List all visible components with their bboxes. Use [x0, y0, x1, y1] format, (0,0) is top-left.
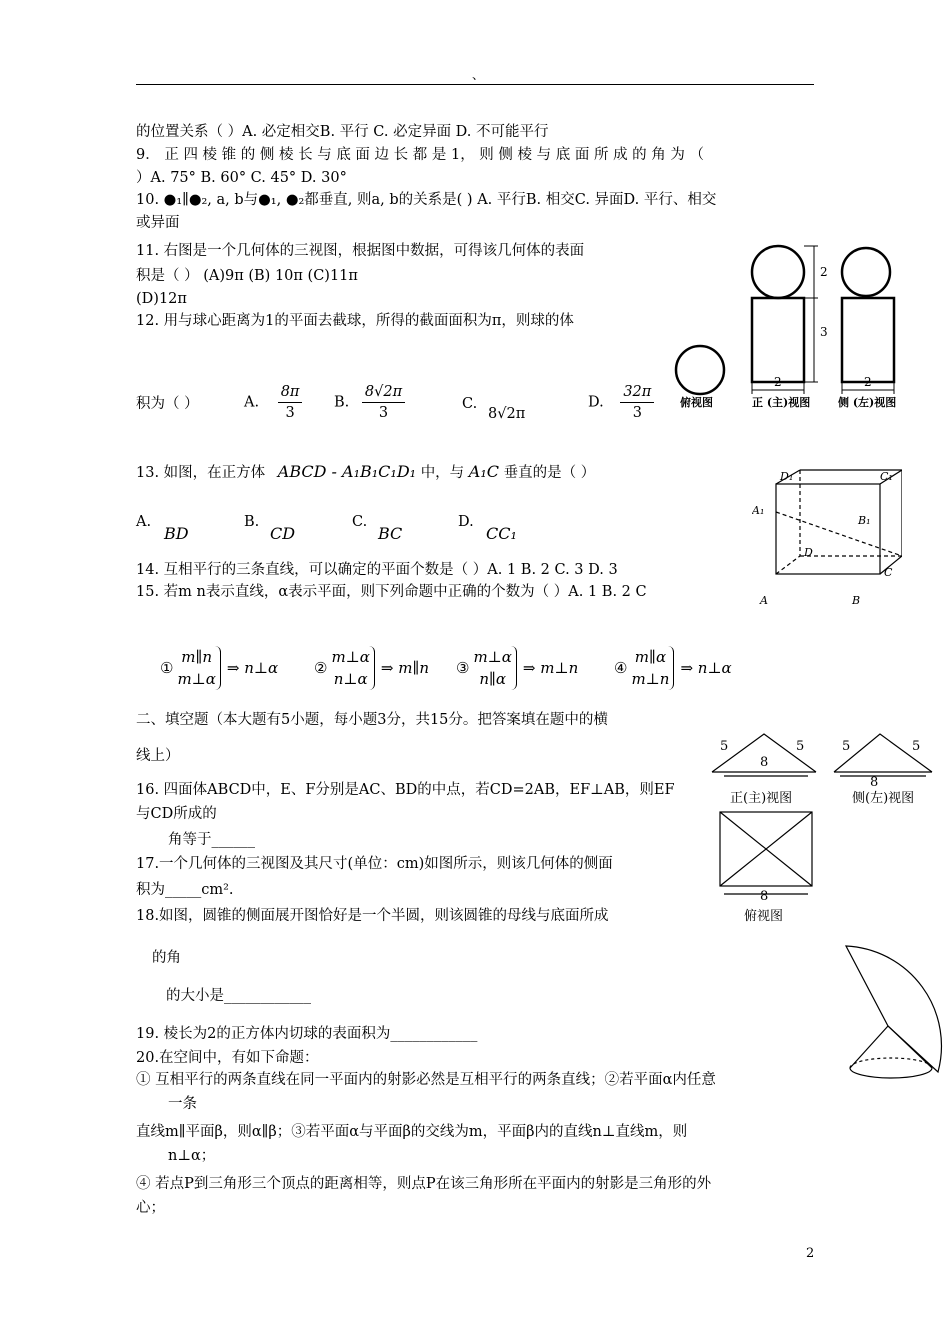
pyramid-front-base: 8 [760, 755, 769, 770]
pyramid-side-base: 8 [870, 775, 879, 790]
dim-cylinder-height: 3 [820, 325, 828, 339]
line-q20-p4-cont: 心； [136, 1200, 165, 1216]
line-q17-blank: 积为_____cm². [136, 882, 234, 898]
q13-option-c-label: C. [352, 514, 368, 530]
vertex-a: A [760, 594, 768, 607]
label-front-view-q17: 正(主)视图 [730, 791, 793, 806]
label-front-view: 正 (主)视图 [752, 396, 811, 409]
header-rule [136, 84, 814, 85]
line-q20-p1-cont: 一条 [168, 1096, 197, 1112]
side-view-sphere [842, 248, 890, 296]
line-q17: 17.一个几何体的三视图及其尺寸(单位：cm)如图所示，则该几何体的侧面 [136, 856, 613, 872]
line-q8-options: 的位置关系（ ）A. 必定相交B. 平行 C. 必定异面 D. 不可能平行 [136, 124, 549, 140]
vertex-c: C [884, 566, 893, 579]
line-q11-option-d: (D)12π [136, 291, 187, 307]
label-side-view: 侧 (左)视图 [838, 396, 897, 409]
dim-front-width: 2 [774, 375, 782, 389]
three-view-figure-q11 [668, 236, 908, 426]
q12-option-c-expr: 8√2π [488, 406, 526, 422]
q12-option-d: D. $\frac{32\pi}{3}$ [588, 382, 654, 423]
label-top-view: 俯视图 [680, 396, 713, 409]
front-view-cylinder [752, 298, 804, 382]
pyramid-top-base: 8 [760, 889, 769, 904]
front-view-sphere [752, 246, 804, 298]
q15-proposition: ③ m⊥α n∥α ⇒ m⊥n [456, 648, 579, 688]
line-q20-p1: ① 互相平行的两条直线在同一平面内的射影必然是互相平行的两条直线；②若平面α内任意 [136, 1072, 716, 1088]
dim-sphere-height: 2 [820, 265, 828, 279]
dim-side-width: 2 [864, 375, 872, 389]
pyramid-front-slant-left: 5 [720, 739, 729, 754]
line-q11: 11. 右图是一个几何体的三视图，根据图中数据，可得该几何体的表面 [136, 243, 585, 259]
q15-proposition: ② m⊥α n⊥α ⇒ m∥n [314, 648, 430, 688]
q15-proposition: ④ m∥α m⊥n ⇒ n⊥α [614, 648, 732, 688]
pyramid-side-slant-right: 5 [912, 739, 921, 754]
vertex-c1: C₁ [880, 470, 893, 483]
line-q16-cont: 与CD所成的 [136, 806, 217, 822]
header-mark: 、 [472, 68, 485, 82]
side-view-cylinder [842, 298, 894, 382]
vertex-d1: D₁ [780, 470, 794, 483]
cube-figure-q13 [752, 464, 902, 614]
q12-option-a: A. $\frac{8\pi}{3}$ [244, 382, 302, 423]
q13-option-a-label: A. [136, 514, 152, 530]
line-q16-blank: 角等于______ [168, 832, 255, 848]
pyramid-side-slant-left: 5 [842, 739, 851, 754]
line-q10-end: 或异面 [136, 215, 180, 231]
q13-option-a: BD [164, 524, 189, 543]
line-q18-blank: 的大小是____________ [166, 988, 311, 1004]
label-side-view-q17: 侧(左)视图 [852, 791, 915, 806]
line-q18: 18.如图，圆锥的侧面展开图恰好是一个半圆，则该圆锥的母线与底面所成 [136, 908, 609, 924]
q13-option-c: BC [378, 524, 403, 543]
page-number: 2 [806, 1246, 815, 1261]
pyramid-front-slant-right: 5 [796, 739, 805, 754]
q12-option-c-label: C. [462, 396, 478, 412]
q15-proposition: ① m∥n m⊥α ⇒ n⊥α [160, 648, 279, 688]
line-section2-end: 线上） [136, 748, 180, 764]
line-q11-options: 积是（ ） (A)9π (B) 10π (C)11π [136, 268, 358, 284]
line-q20-p4: ④ 若点P到三角形三个顶点的距离相等，则点P在该三角形所在平面内的射影是三角形的外 [136, 1176, 712, 1192]
vertex-a1: A₁ [752, 504, 765, 517]
vertex-b1: B₁ [858, 514, 871, 527]
line-q9: 9． 正 四 棱 锥 的 侧 棱 长 与 底 面 边 长 都 是 1， 则 侧 棱 与 底 面 所 成 的 角 为 （ [136, 147, 705, 163]
line-q12-label: 积为（ ） [136, 396, 199, 412]
vertex-d: D [804, 546, 813, 559]
cone-figure-q18 [840, 936, 950, 1086]
line-q20-p3-cont: n⊥α； [168, 1148, 216, 1164]
line-q18-cont: 的角 [152, 950, 181, 966]
line-q20-p3: 直线m∥平面β，则α∥β；③若平面α与平面β的交线为m，平面β内的直线n⊥直线m，则 [136, 1124, 688, 1140]
line-q15: 15. 若m n表示直线，α表示平面，则下列命题中正确的个数为（ ）A. 1 B. 2 C [136, 584, 647, 600]
q13-option-b: CD [270, 524, 296, 543]
line-section2: 二、填空题（本大题有5小题，每小题3分，共15分。把答案填在题中的横 [136, 712, 608, 728]
q12-option-b: B. $\frac{8√2\pi}{3}$ [334, 382, 405, 423]
line-q14: 14. 互相平行的三条直线，可以确定的平面个数是（ ）A. 1 B. 2 C. 3 D. 3 [136, 562, 618, 578]
line-q20: 20.在空间中，有如下命题： [136, 1050, 319, 1066]
line-q13: 13. 如图，在正方体 ABCD - A₁B₁C₁D₁ 中，与 A₁C 垂直的是（ ） [136, 462, 596, 481]
three-view-figure-q17 [704, 726, 946, 932]
q13-option-d-label: D. [458, 514, 474, 530]
q13-option-d: CC₁ [486, 524, 517, 543]
line-q16: 16. 四面体ABCD中，E、F分别是AC、BD的中点，若CD=2AB，EF⊥AB，则EF [136, 782, 675, 798]
line-q12: 12. 用与球心距离为1的平面去截球，所得的截面面积为π，则球的体 [136, 313, 574, 329]
top-view-circle [676, 346, 724, 394]
line-q9-options: ）A. 75° B. 60° C. 45° D. 30° [136, 170, 347, 186]
line-q19: 19. 棱长为2的正方体内切球的表面积为____________ [136, 1026, 478, 1042]
vertex-b: B [852, 594, 861, 607]
label-top-view-q17: 俯视图 [744, 909, 784, 924]
q13-option-b-label: B. [244, 514, 260, 530]
line-q10: 10. ●₁∥●₂, a, b与●₁, ●₂都垂直, 则a, b的关系是( ) A. 平行B. 相交C. 异面D. 平行、相交 [136, 192, 717, 208]
